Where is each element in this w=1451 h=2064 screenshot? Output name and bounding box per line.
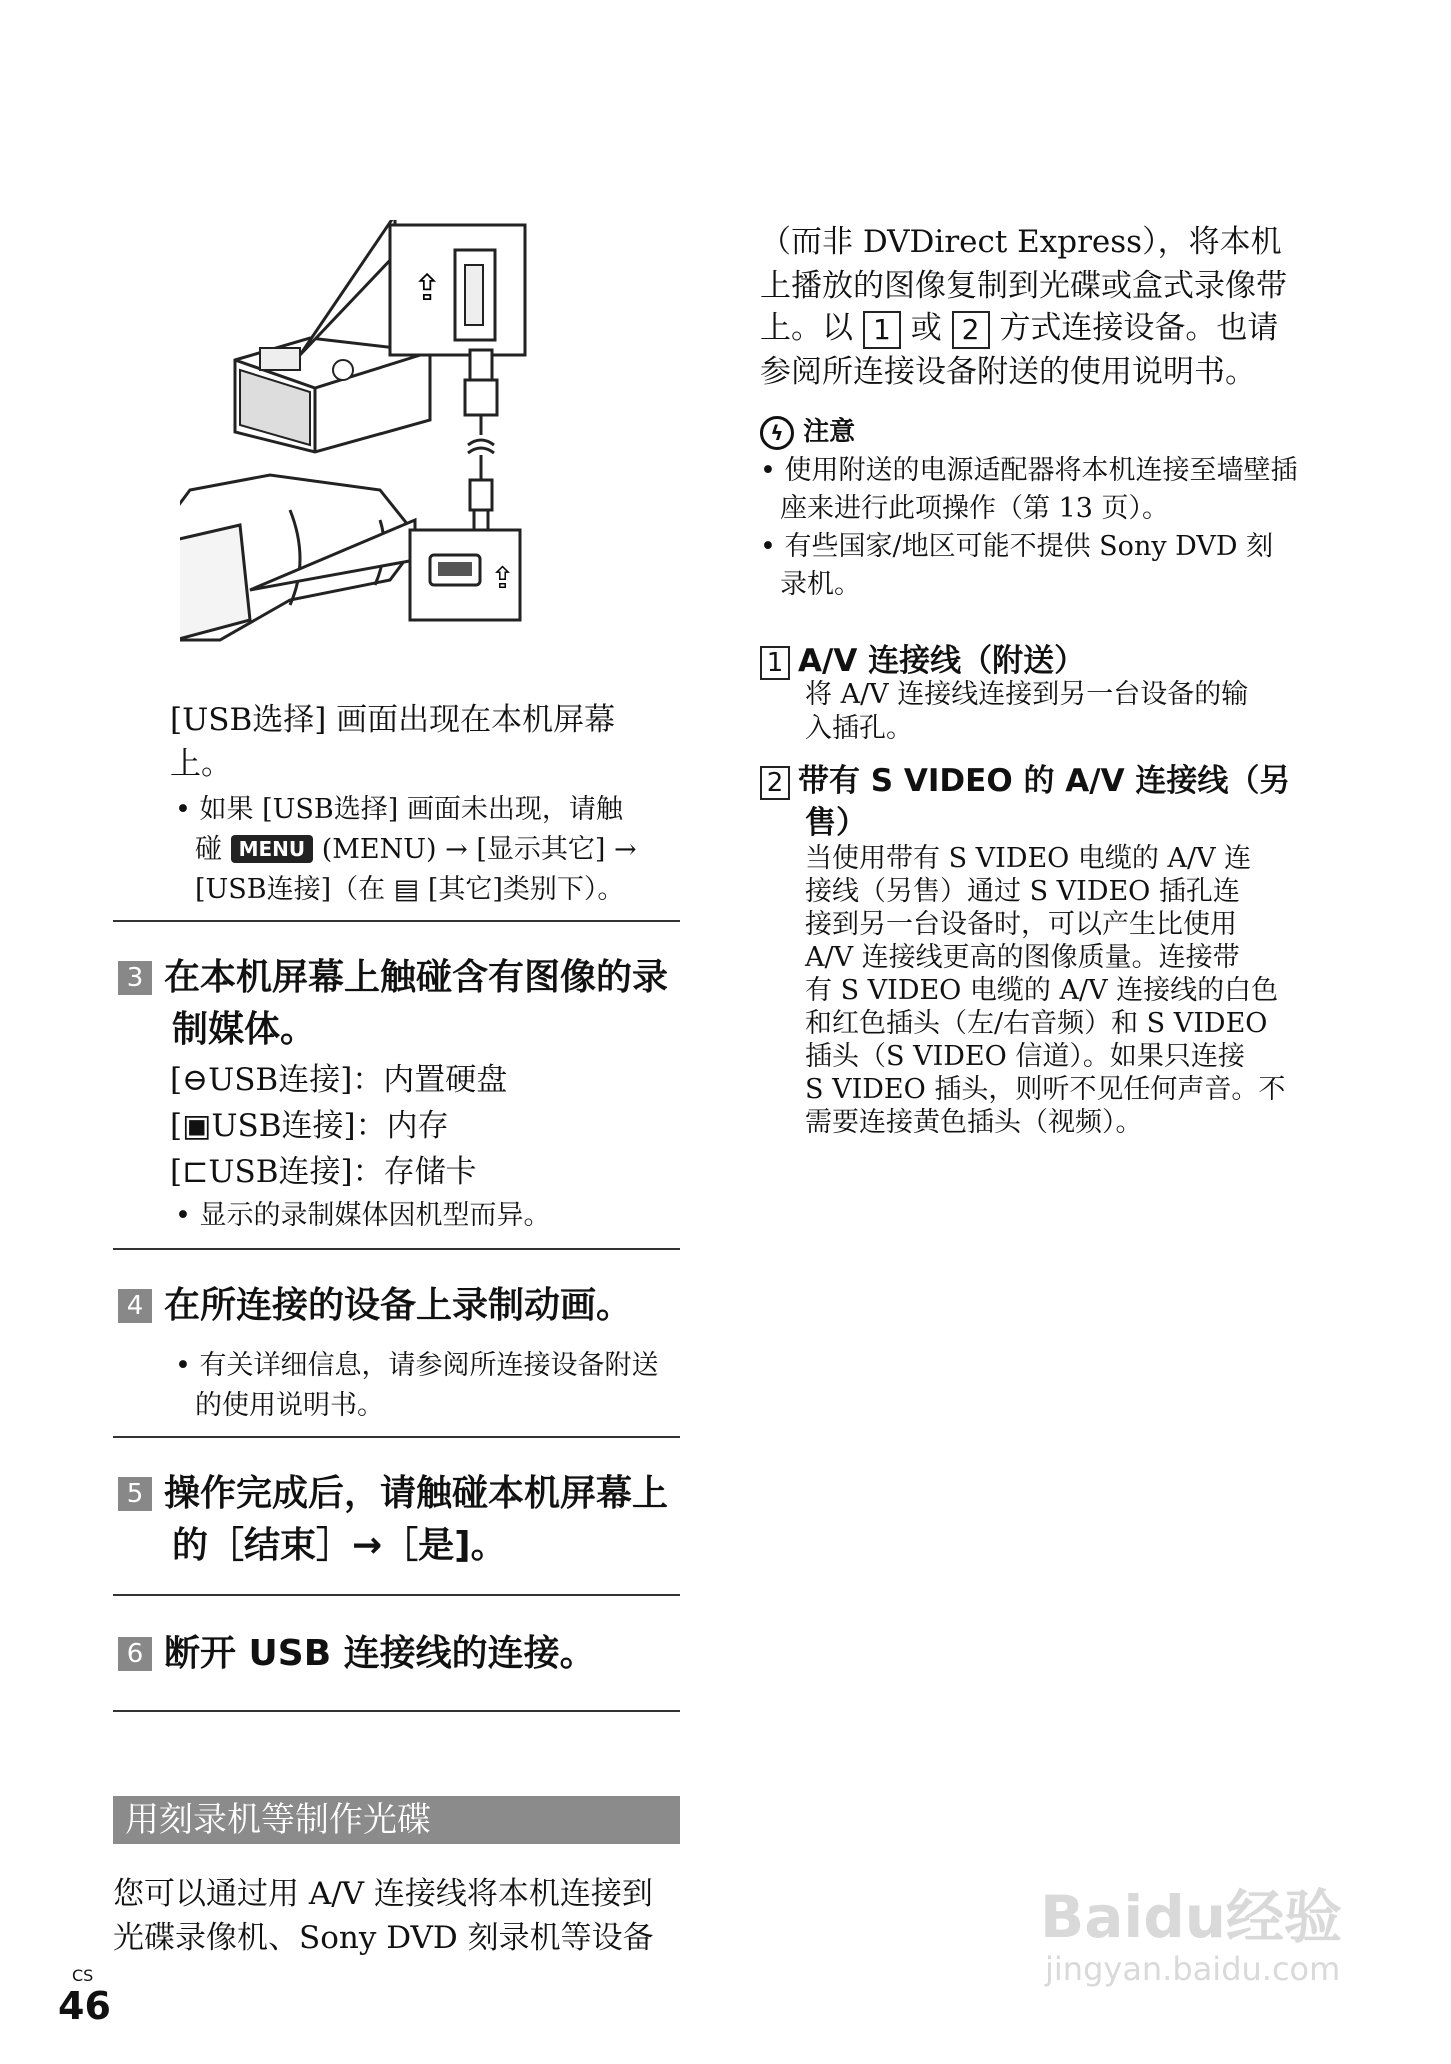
step3-title-b: 制媒体。 (172, 1009, 317, 1050)
intro-d: 参阅所连接设备附送的使用说明书。 (760, 354, 1256, 390)
item2-number: 2 (760, 766, 790, 800)
step-number-5: 5 (118, 1477, 152, 1511)
usb-icon-small: ⇪ (490, 561, 516, 596)
usb-select-bullet-c: [USB连接]（在 ▤ [其它]类别下）。 (195, 874, 625, 905)
step4-title (118, 1280, 632, 1332)
item1-b: 入插孔。 (805, 713, 913, 744)
page-number: 46 (58, 1984, 111, 2028)
media-card: [⊏USB连接]：存储卡 (170, 1154, 477, 1190)
usb-select-line1: [USB选择] 画面出现在本机屏幕 (170, 702, 616, 738)
page-lang: CS (72, 1966, 94, 1985)
caution-title: 注意 (803, 417, 856, 447)
usb-select-bullet-a: • 如果 [USB选择] 画面未出现，请触 (175, 794, 623, 825)
step3-bullet: • 显示的录制媒体因机型而异。 (175, 1200, 551, 1231)
usb-select-bullet-b (195, 830, 637, 870)
divider (113, 1436, 680, 1438)
step-number-6: 6 (118, 1637, 152, 1671)
step5-title (118, 1468, 668, 1520)
menu-button-icon: MENU (231, 835, 314, 863)
item1-number: 1 (760, 646, 790, 680)
callout-top (300, 220, 395, 355)
step-number-3: 3 (118, 961, 152, 995)
intro-c-post: 方式连接设备。也请 (999, 310, 1279, 346)
media-memory: [▣USB连接]：内存 (170, 1108, 449, 1144)
item2-line-1: 接线（另售）通过 S VIDEO 插孔连 (805, 876, 1240, 907)
item2-line-0: 当使用带有 S VIDEO 电缆的 A/V 连 (805, 843, 1252, 874)
media-hdd: [⊖USB连接]：内置硬盘 (170, 1062, 508, 1098)
caution2-a: • 有些国家/地区可能不提供 Sony DVD 刻 (760, 531, 1274, 562)
usb-cable (465, 350, 497, 530)
item2-line-5: 和红色插头（左/右音频）和 S VIDEO (805, 1008, 1268, 1039)
watermark-brand: Baidu经验 (1040, 1883, 1343, 1951)
step5-title-a: 操作完成后，请触碰本机屏幕上 (164, 1473, 669, 1514)
item1-a: 将 A/V 连接线连接到另一台设备的输 (805, 679, 1249, 710)
step5-title-b: 的［结束］→［是]。 (172, 1525, 507, 1566)
divider (113, 1710, 680, 1712)
intro-a: （而非 DVDirect Express），将本机 (760, 224, 1282, 260)
step4-bullet-a: • 有关详细信息，请参阅所连接设备附送 (175, 1350, 659, 1381)
step3-title-a: 在本机屏幕上触碰含有图像的录 (164, 957, 669, 998)
step4-title-text: 在所连接的设备上录制动画。 (164, 1285, 633, 1326)
caution2-b: 录机。 (780, 569, 861, 600)
divider (113, 1248, 680, 1250)
section-title: 用刻录机等制作光碟 (113, 1796, 680, 1844)
divider (113, 920, 680, 922)
item2-line-2: 接到另一台设备时，可以产生比使用 (805, 909, 1237, 940)
item2-title (760, 760, 1290, 802)
intro-c-pre: 上。以 (760, 310, 853, 346)
intro-c-mid: 或 (910, 310, 942, 346)
intro-b: 上播放的图像复制到光碟或盒式录像带 (760, 268, 1287, 304)
item2-line-6: 插头（S VIDEO 信道）。如果只连接 (805, 1041, 1245, 1072)
item2-line-3: A/V 连接线更高的图像质量。连接带 (805, 942, 1240, 973)
watermark-url: jingyan.baidu.com (1045, 1950, 1341, 1988)
intro-c (760, 306, 1278, 350)
caution-icon: ϟ (760, 416, 794, 450)
divider (113, 1594, 680, 1596)
section-body-b: 光碟录像机、Sony DVD 刻录机等设备 (113, 1920, 654, 1956)
box-2: 2 (952, 311, 990, 349)
step4-bullet-b: 的使用说明书。 (195, 1390, 384, 1421)
item2-line-8: 需要连接黄色插头（视频）。 (805, 1107, 1143, 1138)
item2-line-7: S VIDEO 插头，则听不见任何声音。不 (805, 1074, 1286, 1105)
text-touch: 碰 (195, 834, 222, 865)
section-body-a: 您可以通过用 A/V 连接线将本机连接到 (113, 1876, 653, 1912)
box-1: 1 (863, 311, 901, 349)
connection-illustration (180, 220, 680, 690)
caution1-a: • 使用附送的电源适配器将本机连接至墙壁插 (760, 455, 1298, 486)
item1-title-text: A/V 连接线（附送） (798, 643, 1086, 679)
step-number-4: 4 (118, 1289, 152, 1323)
item2-title-a: 带有 S VIDEO 的 A/V 连接线（另 (798, 763, 1291, 799)
caution1-b: 座来进行此项操作（第 13 页）。 (780, 493, 1170, 524)
step6-title (118, 1628, 596, 1680)
usb-select-line2: 上。 (170, 746, 232, 782)
usb-icon: ⇪ (412, 268, 443, 309)
caution-heading (760, 414, 855, 450)
item2-line-4: 有 S VIDEO 电缆的 A/V 连接线的白色 (805, 975, 1279, 1006)
text-menu-path: (MENU) → [显示其它] → (321, 834, 637, 865)
item2-title-b: 售） (805, 805, 867, 841)
step6-title-text: 断开 USB 连接线的连接。 (164, 1633, 596, 1674)
step3-title (118, 952, 668, 1004)
